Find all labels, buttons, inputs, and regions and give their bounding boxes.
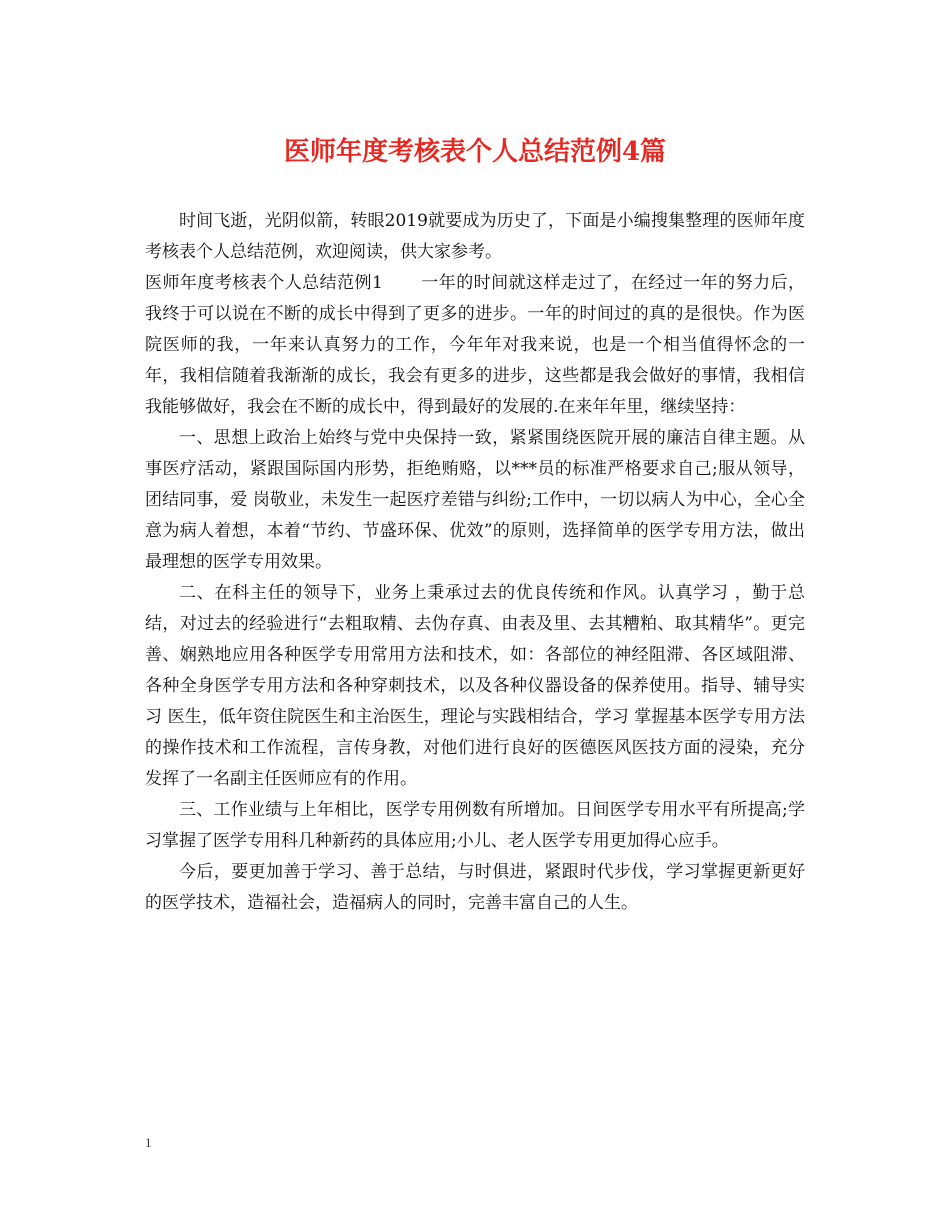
- document-body: [145, 206, 805, 919]
- body-paragraph-2: 二、在科主任的领导下，业务上秉承过去的优良传统和作风。认真学习 ，勤于总结，对过去的经验进行“去粗取精、去伪存真、由表及里、去其糟粕、取其精华”。更完善、娴熟地应用各种医学专用常用方法和技术，如：各部位的神经阻滞、各区域阻滞、各种全身医学专用方法和各种穿刺技术，以及各种仪器设备的保养使用。指导、辅导实习 医生，低年资住院医生和主治医生，理论与实践相结合，学习 掌握基本医学专用方法的操作技术和工作流程，言传身教，对他们进行良好的医德医风医技方面的浸染，充分发挥了一名副主任医师应有的作用。: [145, 583, 805, 789]
- body-paragraph-1: 一、思想上政治上始终与党中央保持一致，紧紧围绕医院开展的廉洁自律主题。从事医疗活动，紧跟国际国内形势，拒绝贿赂，以***员的标准严格要求自己;服从领导，团结同事，爱 岗敬业，未发生一起医疗差错与纠纷;工作中，一切以病人为中心，全心全意为病人着想，本着“节约、节盛环保、优效”的原则，选择简单的医学专用方法，做出最理想的医学专用效果。: [145, 428, 805, 572]
- page-title: 医师年度考核表个人总结范例4篇: [283, 137, 667, 167]
- page-number: 1: [145, 1135, 152, 1150]
- section-heading: 医师年度考核表个人总结范例1: [145, 273, 383, 293]
- intro-paragraph: 时间飞逝，光阴似箭，转眼2019就要成为历史了，下面是小编搜集整理的医师年度考核表个人总结范例，欢迎阅读，供大家参考。: [145, 211, 805, 262]
- body-paragraph-4: 今后，要更加善于学习、善于总结，与时俱进，紧跟时代步伐，学习掌握更新更好的医学技术，造福社会，造福病人的同时，完善丰富自己的人生。: [145, 862, 805, 913]
- section-text: 一年的时间就这样走过了，在经过一年的努力后，我终于可以说在不断的成长中得到了更多的进步。一年的时间过的真的是很快。作为医院医师的我，一年来认真努力的工作，今年年对我来说，也是一个相当值得怀念的一年，我相信随着我渐渐的成长，我会有更多的进步，这些都是我会做好的事情，我相信我能够做好，我会在不断的成长中，得到最好的发展的.在来年年里，继续坚持：: [145, 273, 805, 417]
- section-paragraph: [145, 268, 805, 423]
- body-paragraph-3: 三、工作业绩与上年相比，医学专用例数有所增加。日间医学专用水平有所提高;学习掌握了医学专用科几种新药的具体应用;小儿、老人医学专用更加得心应手。: [145, 800, 805, 851]
